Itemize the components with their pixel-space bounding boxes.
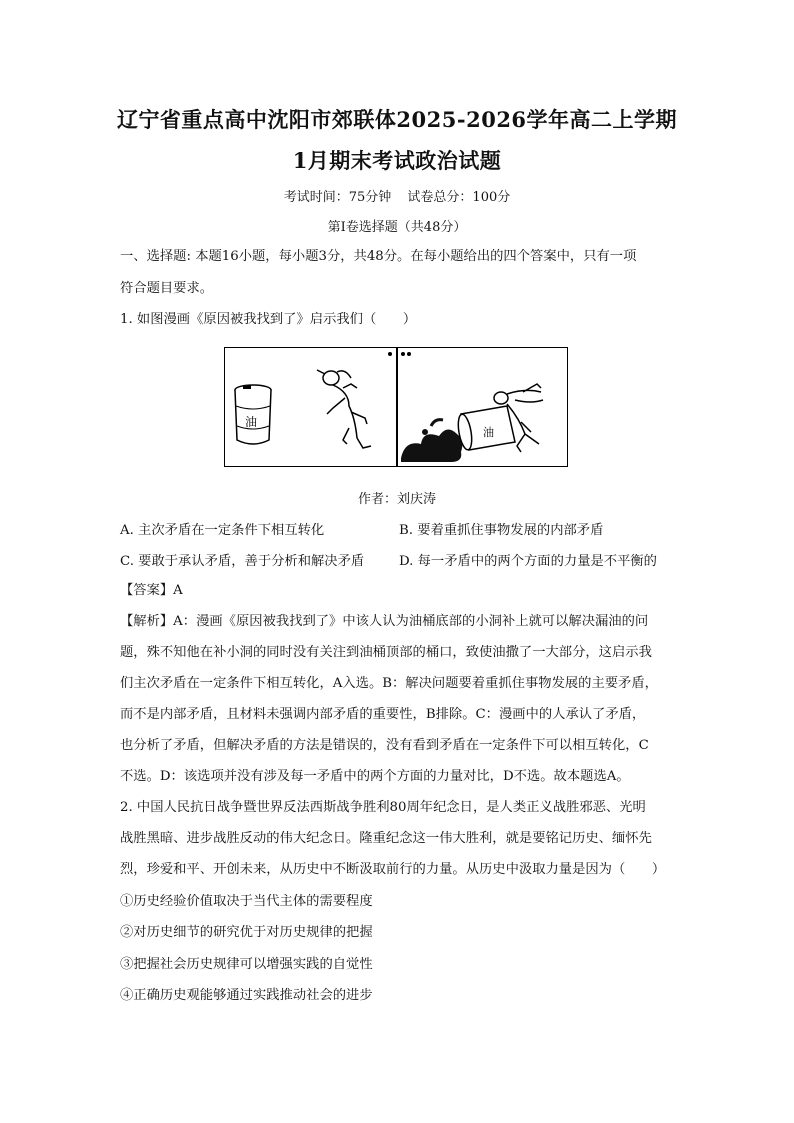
- cartoon-figure: [224, 347, 568, 467]
- exam-time: 考试时间：75分钟: [283, 190, 392, 205]
- total-score: 试卷总分：100分: [407, 190, 511, 205]
- question-2-stem: 烈，珍爱和平、开创未来，从历史中不断汲取前行的力量。从历史中汲取力量是因为（ ）: [120, 862, 666, 877]
- instructions-line: 符合题目要求。: [120, 281, 214, 296]
- analysis-line: 【解析】A：漫画《原因被我找到了》中该人认为油桶底部的小洞补上就可以解决漏油的问: [120, 614, 649, 629]
- exam-title-line2: 1月期末考试政治试题: [292, 148, 502, 173]
- question-1-stem: 1. 如图漫画《原因被我找到了》启示我们（ ）: [120, 312, 417, 327]
- tipped-barrel-label: 油: [483, 426, 494, 439]
- cartoon-caption: 作者：刘庆涛: [357, 492, 436, 507]
- question-2-stem: 战胜黑暗、进步战胜反动的伟大纪念日。隆重纪念这一伟大胜利，就是要铭记历史、缅怀先: [120, 831, 652, 846]
- question-2-stem: 2. 中国人民抗日战争暨世界反法西斯战争胜利80周年纪念日，是人类正义战胜邪恶、光明: [120, 800, 646, 815]
- question-2-item: ①历史经验价值取决于当代主体的需要程度: [120, 894, 373, 909]
- analysis-line: 们主次矛盾在一定条件下相互转化，A入选。B：解决问题要着重抓住事物发展的主要矛盾，: [120, 676, 658, 691]
- instructions-line: 一、选择题: 本题16小题，每小题3分，共48分。在每小题给出的四个答案中，只有一项: [120, 249, 637, 264]
- option-b: B. 要着重抓住事物发展的内部矛盾: [399, 523, 604, 538]
- exam-title-line1: 辽宁省重点高中沈阳市郊联体2025-2026学年高二上学期: [116, 107, 678, 132]
- analysis-line: 题，殊不知他在补小洞的同时没有关注到油桶顶部的桶口，致使油撒了一大部分，这启示我: [120, 645, 652, 660]
- person-icon: [317, 370, 371, 448]
- exam-meta: [0, 186, 794, 205]
- option-a: A. 主次矛盾在一定条件下相互转化: [120, 523, 325, 538]
- option-d: D. 每一矛盾中的两个方面的力量是不平衡的: [399, 554, 657, 569]
- answer-label: 【答案】A: [120, 583, 183, 598]
- tipped-barrel-icon: [456, 406, 515, 451]
- question-2-item: ②对历史细节的研究优于对历史规律的把握: [120, 925, 373, 940]
- option-c: C. 要敢于承认矛盾，善于分析和解决矛盾: [120, 554, 365, 569]
- cartoon-drawing: [225, 348, 569, 468]
- analysis-line: 也分析了矛盾，但解决矛盾的方法是错误的，没有看到矛盾在一定条件下可以相互转化，C: [120, 738, 649, 753]
- oil-barrel-icon: [235, 385, 271, 444]
- question-2-item: ④正确历史观能够通过实践推动社会的进步: [120, 988, 373, 1003]
- spilled-oil-icon: [401, 420, 462, 462]
- analysis-line: 而不是内部矛盾，且材料未强调内部矛盾的重要性，B排除。C：漫画中的人承认了矛盾，: [120, 707, 646, 722]
- section-header: 第Ⅰ卷选择题（共48分）: [327, 220, 467, 235]
- question-2-item: ③把握社会历史规律可以增强实践的自觉性: [120, 957, 373, 972]
- barrel-label: 油: [245, 415, 258, 429]
- analysis-line: 不选。D：该选项并没有涉及每一矛盾中的两个方面的力量对比，D不选。故本题选A。: [120, 769, 630, 784]
